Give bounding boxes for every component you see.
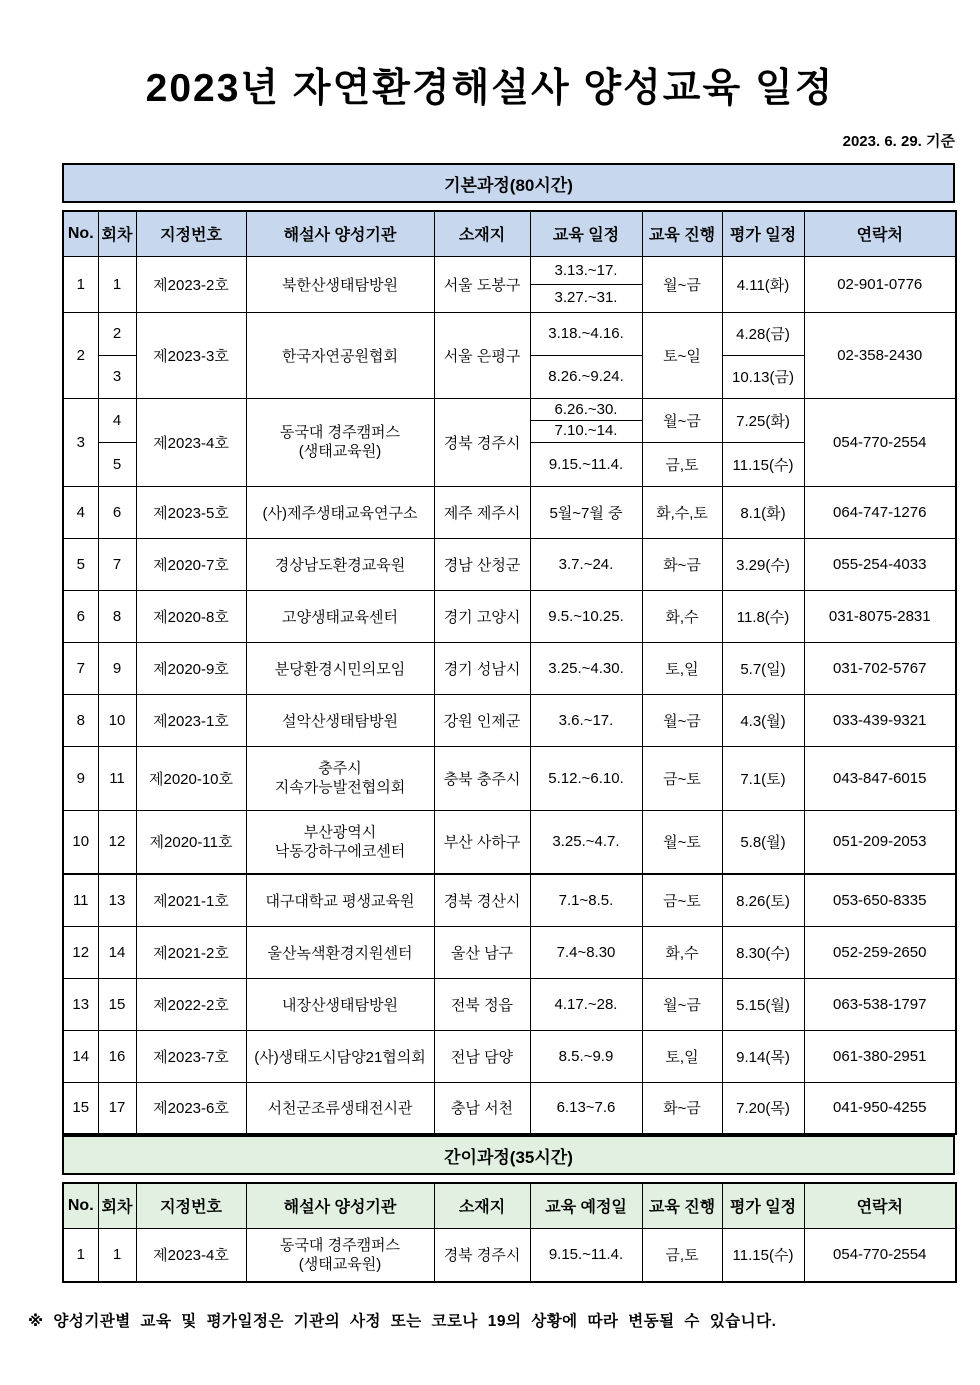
cell-org: 고양생태교육센터 bbox=[246, 590, 434, 642]
cell-reg-no: 제2020-9호 bbox=[136, 642, 246, 694]
column-header-location: 소재지 bbox=[434, 1183, 530, 1228]
cell-org bbox=[246, 810, 434, 874]
cell-location: 경기 성남시 bbox=[434, 642, 530, 694]
simple-course-table bbox=[62, 1182, 957, 1283]
cell-reg-no: 제2023-5호 bbox=[136, 486, 246, 538]
cell-eval-date: 3.29(수) bbox=[722, 538, 804, 590]
cell-round: 10 bbox=[98, 694, 136, 746]
cell-eval-date: 4.11(화) bbox=[722, 256, 804, 312]
cell-no: 1 bbox=[63, 256, 98, 312]
cell-round: 16 bbox=[98, 1030, 136, 1082]
cell-org: 대구대학교 평생교육원 bbox=[246, 874, 434, 926]
table-row bbox=[63, 486, 956, 538]
cell-reg-no: 제2022-2호 bbox=[136, 978, 246, 1030]
as-of-date: 2023. 6. 29. 기준 bbox=[842, 133, 955, 150]
cell-days: 화~금 bbox=[642, 1082, 722, 1134]
cell-no: 11 bbox=[63, 874, 98, 926]
cell-location: 경북 경주시 bbox=[434, 1228, 530, 1282]
cell-days: 화~금 bbox=[642, 538, 722, 590]
cell-location: 울산 남구 bbox=[434, 926, 530, 978]
cell-days: 화,수 bbox=[642, 590, 722, 642]
cell-round: 13 bbox=[98, 874, 136, 926]
cell-round: 5 bbox=[98, 442, 136, 486]
cell-phone: 063-538-1797 bbox=[804, 978, 956, 1030]
cell-no: 8 bbox=[63, 694, 98, 746]
org-line-1: 충주시 bbox=[318, 760, 362, 777]
page-title: 2023년 자연환경해설사 양성교육 일정 bbox=[145, 67, 835, 110]
cell-round: 4 bbox=[98, 398, 136, 442]
table-row bbox=[63, 1030, 956, 1082]
cell-reg-no: 제2020-7호 bbox=[136, 538, 246, 590]
table-row bbox=[63, 810, 956, 874]
cell-phone: 031-8075-2831 bbox=[804, 590, 956, 642]
cell-location: 서울 은평구 bbox=[434, 312, 530, 398]
column-header-org: 해설사 양성기관 bbox=[246, 211, 434, 256]
cell-no: 4 bbox=[63, 486, 98, 538]
cell-days: 금,토 bbox=[642, 1228, 722, 1282]
cell-round: 11 bbox=[98, 746, 136, 810]
cell-no: 5 bbox=[63, 538, 98, 590]
cell-reg-no: 제2021-1호 bbox=[136, 874, 246, 926]
column-header-org: 해설사 양성기관 bbox=[246, 1183, 434, 1228]
cell-reg-no: 제2023-7호 bbox=[136, 1030, 246, 1082]
column-header-round: 회차 bbox=[98, 211, 136, 256]
cell-phone: 033-439-9321 bbox=[804, 694, 956, 746]
cell-schedule: 3.7.~24. bbox=[530, 538, 642, 590]
cell-round: 12 bbox=[98, 810, 136, 874]
basic-course-table bbox=[62, 210, 957, 1135]
cell-no: 14 bbox=[63, 1030, 98, 1082]
cell-schedule: 5월~7월 중 bbox=[530, 486, 642, 538]
cell-schedule: 8.5.~9.9 bbox=[530, 1030, 642, 1082]
cell-schedule bbox=[530, 398, 642, 442]
cell-reg-no: 제2021-2호 bbox=[136, 926, 246, 978]
column-header-location: 소재지 bbox=[434, 211, 530, 256]
column-header-eval: 평가 일정 bbox=[722, 1183, 804, 1228]
cell-days: 금,토 bbox=[642, 442, 722, 486]
cell-schedule bbox=[530, 256, 642, 312]
column-header-no: No. bbox=[63, 211, 98, 256]
cell-round: 3 bbox=[98, 355, 136, 398]
cell-eval-date: 9.14(목) bbox=[722, 1030, 804, 1082]
cell-reg-no: 제2020-8호 bbox=[136, 590, 246, 642]
cell-phone: 055-254-4033 bbox=[804, 538, 956, 590]
table-row bbox=[63, 256, 956, 312]
cell-org: 내장산생태탐방원 bbox=[246, 978, 434, 1030]
column-header-no: No. bbox=[63, 1183, 98, 1228]
cell-days: 화,수,토 bbox=[642, 486, 722, 538]
cell-schedule: 3.6.~17. bbox=[530, 694, 642, 746]
cell-no: 1 bbox=[63, 1228, 98, 1282]
cell-schedule: 5.12.~6.10. bbox=[530, 746, 642, 810]
cell-phone: 041-950-4255 bbox=[804, 1082, 956, 1134]
table-row bbox=[63, 874, 956, 926]
org-line-1: 동국대 경주캠퍼스 bbox=[279, 1236, 401, 1254]
cell-org: 경상남도환경교육원 bbox=[246, 538, 434, 590]
cell-eval-date: 5.7(일) bbox=[722, 642, 804, 694]
table-row bbox=[63, 978, 956, 1030]
cell-days: 토,일 bbox=[642, 1030, 722, 1082]
cell-no: 13 bbox=[63, 978, 98, 1030]
cell-days: 금~토 bbox=[642, 746, 722, 810]
cell-round: 17 bbox=[98, 1082, 136, 1134]
table-row bbox=[63, 642, 956, 694]
cell-location: 경남 산청군 bbox=[434, 538, 530, 590]
cell-location: 경북 경산시 bbox=[434, 874, 530, 926]
cell-phone: 064-747-1276 bbox=[804, 486, 956, 538]
cell-schedule: 3.25.~4.7. bbox=[530, 810, 642, 874]
cell-org: (사)생태도시담양21협의회 bbox=[246, 1030, 434, 1082]
cell-schedule: 9.15.~11.4. bbox=[530, 1228, 642, 1282]
cell-round: 9 bbox=[98, 642, 136, 694]
cell-no: 3 bbox=[63, 398, 98, 486]
document-content bbox=[62, 163, 955, 1283]
column-header-days: 교육 진행 bbox=[642, 1183, 722, 1228]
org-line-2: 지속가능발전협의회 bbox=[274, 779, 406, 796]
cell-no: 7 bbox=[63, 642, 98, 694]
cell-eval-date: 7.25(화) bbox=[722, 398, 804, 442]
cell-round: 1 bbox=[98, 256, 136, 312]
cell-org: 분당환경시민의모임 bbox=[246, 642, 434, 694]
cell-org: 북한산생태탐방원 bbox=[246, 256, 434, 312]
schedule-part-1: 6.26.~30. bbox=[531, 399, 642, 421]
cell-no: 2 bbox=[63, 312, 98, 398]
table-row bbox=[63, 1228, 956, 1282]
cell-eval-date: 4.28(금) bbox=[722, 312, 804, 355]
cell-phone: 061-380-2951 bbox=[804, 1030, 956, 1082]
cell-location: 제주 제주시 bbox=[434, 486, 530, 538]
cell-schedule: 3.25.~4.30. bbox=[530, 642, 642, 694]
cell-org bbox=[246, 746, 434, 810]
basic-course-header-row bbox=[63, 211, 956, 256]
table-row bbox=[63, 590, 956, 642]
cell-phone: 043-847-6015 bbox=[804, 746, 956, 810]
cell-phone: 053-650-8335 bbox=[804, 874, 956, 926]
footnote: ※ 양성기관별 교육 및 평가일정은 기관의 사정 또는 코로나 19의 상황에 따라 변동될 수 있습니다. bbox=[28, 1313, 777, 1330]
cell-eval-date: 11.15(수) bbox=[722, 1228, 804, 1282]
cell-eval-date: 7.20(목) bbox=[722, 1082, 804, 1134]
cell-location: 경기 고양시 bbox=[434, 590, 530, 642]
cell-org: 한국자연공원협회 bbox=[246, 312, 434, 398]
cell-days: 화,수 bbox=[642, 926, 722, 978]
cell-reg-no: 제2023-4호 bbox=[136, 1228, 246, 1282]
cell-reg-no: 제2023-6호 bbox=[136, 1082, 246, 1134]
cell-days: 토~일 bbox=[642, 312, 722, 398]
column-header-schedule: 교육 일정 bbox=[530, 211, 642, 256]
cell-org bbox=[246, 1228, 434, 1282]
cell-phone: 031-702-5767 bbox=[804, 642, 956, 694]
cell-schedule: 7.1~8.5. bbox=[530, 874, 642, 926]
cell-schedule: 4.17.~28. bbox=[530, 978, 642, 1030]
table-row bbox=[63, 926, 956, 978]
cell-no: 15 bbox=[63, 1082, 98, 1134]
schedule-part-2: 3.27.~31. bbox=[554, 289, 618, 307]
cell-round: 8 bbox=[98, 590, 136, 642]
cell-no: 12 bbox=[63, 926, 98, 978]
table-row bbox=[63, 746, 956, 810]
cell-days: 월~토 bbox=[642, 810, 722, 874]
column-header-reg-no: 지정번호 bbox=[136, 211, 246, 256]
column-header-schedule: 교육 예정일 bbox=[530, 1183, 642, 1228]
cell-location: 충남 서천 bbox=[434, 1082, 530, 1134]
cell-phone: 054-770-2554 bbox=[804, 398, 956, 486]
cell-round: 15 bbox=[98, 978, 136, 1030]
cell-schedule: 8.26.~9.24. bbox=[530, 355, 642, 398]
column-header-round: 회차 bbox=[98, 1183, 136, 1228]
column-header-phone: 연락처 bbox=[804, 1183, 956, 1228]
cell-org: 서천군조류생태전시관 bbox=[246, 1082, 434, 1134]
cell-schedule: 7.4~8.30 bbox=[530, 926, 642, 978]
cell-round: 7 bbox=[98, 538, 136, 590]
cell-phone: 02-901-0776 bbox=[804, 256, 956, 312]
cell-reg-no: 제2023-3호 bbox=[136, 312, 246, 398]
cell-reg-no: 제2023-2호 bbox=[136, 256, 246, 312]
simple-course-section-header: 간이과정(35시간) bbox=[62, 1135, 955, 1175]
cell-phone: 052-259-2650 bbox=[804, 926, 956, 978]
cell-location: 전남 담양 bbox=[434, 1030, 530, 1082]
column-header-phone: 연락처 bbox=[804, 211, 956, 256]
cell-round: 1 bbox=[98, 1228, 136, 1282]
column-header-days: 교육 진행 bbox=[642, 211, 722, 256]
cell-days: 토,일 bbox=[642, 642, 722, 694]
cell-eval-date: 8.1(화) bbox=[722, 486, 804, 538]
column-header-eval: 평가 일정 bbox=[722, 211, 804, 256]
org-line-2: (생태교육원) bbox=[298, 443, 382, 460]
column-header-reg-no: 지정번호 bbox=[136, 1183, 246, 1228]
org-line-2: 낙동강하구에코센터 bbox=[274, 842, 406, 860]
table-row bbox=[63, 1082, 956, 1134]
cell-phone: 051-209-2053 bbox=[804, 810, 956, 874]
cell-org: 울산녹색환경지원센터 bbox=[246, 926, 434, 978]
cell-org: (사)제주생태교육연구소 bbox=[246, 486, 434, 538]
cell-eval-date: 8.30(수) bbox=[722, 926, 804, 978]
table-row bbox=[63, 312, 956, 355]
org-line-1: 동국대 경주캠퍼스 bbox=[279, 424, 401, 441]
table-row bbox=[63, 398, 956, 442]
cell-reg-no: 제2020-11호 bbox=[136, 810, 246, 874]
cell-eval-date: 7.1(토) bbox=[722, 746, 804, 810]
cell-location: 경북 경주시 bbox=[434, 398, 530, 486]
schedule-part-1: 3.13.~17. bbox=[531, 257, 642, 285]
cell-round: 2 bbox=[98, 312, 136, 355]
cell-no: 9 bbox=[63, 746, 98, 810]
cell-eval-date: 11.15(수) bbox=[722, 442, 804, 486]
cell-reg-no: 제2023-1호 bbox=[136, 694, 246, 746]
cell-no: 10 bbox=[63, 810, 98, 874]
org-line-1: 부산광역시 bbox=[303, 823, 377, 841]
cell-schedule: 6.13~7.6 bbox=[530, 1082, 642, 1134]
org-line-2: (생태교육원) bbox=[298, 1255, 382, 1273]
cell-phone: 02-358-2430 bbox=[804, 312, 956, 398]
cell-location: 서울 도봉구 bbox=[434, 256, 530, 312]
cell-reg-no: 제2023-4호 bbox=[136, 398, 246, 486]
cell-eval-date: 11.8(수) bbox=[722, 590, 804, 642]
cell-no: 6 bbox=[63, 590, 98, 642]
cell-days: 월~금 bbox=[642, 978, 722, 1030]
cell-eval-date: 10.13(금) bbox=[722, 355, 804, 398]
cell-schedule: 3.18.~4.16. bbox=[530, 312, 642, 355]
cell-eval-date: 4.3(월) bbox=[722, 694, 804, 746]
cell-days: 월~금 bbox=[642, 694, 722, 746]
cell-eval-date: 5.15(월) bbox=[722, 978, 804, 1030]
table-row bbox=[63, 694, 956, 746]
cell-days: 금~토 bbox=[642, 874, 722, 926]
table-row bbox=[63, 538, 956, 590]
basic-course-section-header: 기본과정(80시간) bbox=[62, 163, 955, 203]
cell-org bbox=[246, 398, 434, 486]
cell-schedule: 9.5.~10.25. bbox=[530, 590, 642, 642]
simple-course-header-row bbox=[63, 1183, 956, 1228]
cell-phone: 054-770-2554 bbox=[804, 1228, 956, 1282]
cell-days: 월~금 bbox=[642, 398, 722, 442]
cell-round: 6 bbox=[98, 486, 136, 538]
cell-location: 부산 사하구 bbox=[434, 810, 530, 874]
cell-location: 강원 인제군 bbox=[434, 694, 530, 746]
cell-location: 전북 정읍 bbox=[434, 978, 530, 1030]
cell-eval-date: 5.8(월) bbox=[722, 810, 804, 874]
cell-location: 충북 충주시 bbox=[434, 746, 530, 810]
cell-days: 월~금 bbox=[642, 256, 722, 312]
cell-eval-date: 8.26(토) bbox=[722, 874, 804, 926]
schedule-part-2: 7.10.~14. bbox=[554, 422, 618, 440]
cell-schedule: 9.15.~11.4. bbox=[530, 442, 642, 486]
cell-org: 설악산생태탐방원 bbox=[246, 694, 434, 746]
cell-round: 14 bbox=[98, 926, 136, 978]
cell-reg-no: 제2020-10호 bbox=[136, 746, 246, 810]
